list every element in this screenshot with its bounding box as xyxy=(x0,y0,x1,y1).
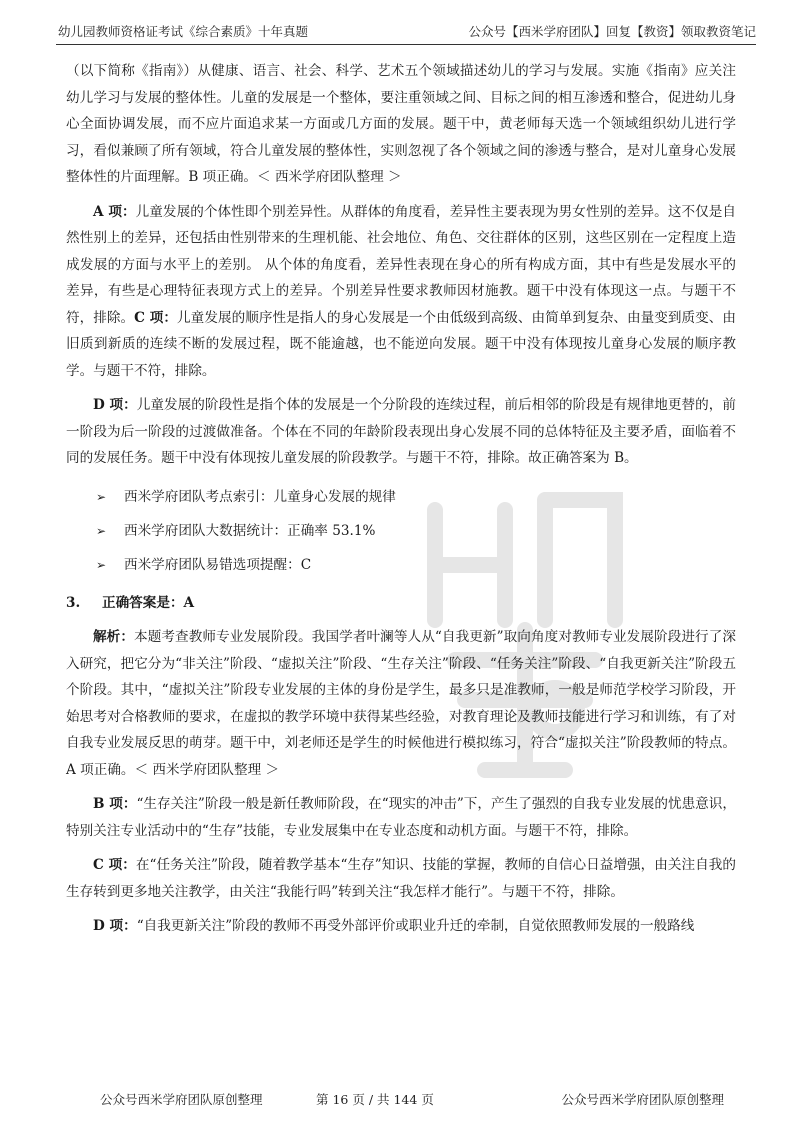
knowledge-point-index: 西米学府团队考点索引：儿童身心发展的规律 xyxy=(124,488,396,505)
option-a-text: 儿童发展的个体性即个别差异性。从群体的角度看，差异性主要表现为男女性别的差异。这不仅是自然性别上的差异，还包括由性别带来的生理机能、社会地位、角色、交往群体的区别，这些区别在一定程度上造成发展的方面与水平上的差别。 从个体的角度看，差异性表现在身心的所有构成方面，其中有些是发展水平的差异，有些是心理特征表现方式上的差异。个别差异性要求教师因材施教。题干中没有体现这一点。与题干不符，排除。 xyxy=(66,203,736,326)
arrow-bullet-icon: ➢ xyxy=(96,557,107,572)
option-a-label: A 项： xyxy=(93,203,136,220)
header-promo: 公众号【西米学府团队】回复【教资】领取教资笔记 xyxy=(468,24,756,39)
option-d2-text: “自我更新关注”阶段的教师不再受外部评价或职业升迁的牵制，自觉依照教师发展的一般路线 xyxy=(136,918,695,934)
option-c-label: C 项： xyxy=(134,309,178,326)
paragraph-guide-intro: （以下简称《指南》）从健康、语言、社会、科学、艺术五个领域描述幼儿的学习与发展。实施《指南》应关注幼儿学习与发展的整体性。儿童的发展是一个整体，要注重领域之间、目标之间的相互渗透和整合，促进幼儿身心全面协调发展，而不应片面追求某一方面或几方面的发展。题干中，黄老师每天选一个领域组织幼儿进行学习，看似兼顾了所有领域，符合儿童发展的整体性，实则忽视了各个领域之间的渗透与整合，是对儿童身心发展整体性的片面理解。B 项正确。＜ 西米学府团队整理 ＞ xyxy=(66,63,736,185)
list-item xyxy=(66,548,736,582)
list-item xyxy=(66,514,736,548)
analysis-label: 解析： xyxy=(93,629,135,645)
option-b-label: B 项： xyxy=(93,796,137,812)
analysis-text: 本题考查教师专业发展阶段。我国学者叶澜等人从“自我更新”取向角度对教师专业发展阶段进行了深入研究，把它分为“非关注”阶段、“虚拟关注”阶段、“生存关注”阶段、“任务关注”阶段、“自我更新关注”阶段五个阶段。其中，“虚拟关注”阶段专业发展的主体的身份是学生，最多只是准教师，一般是师范学校学习阶段，开始思考对合格教师的要求，在虚拟的教学环境中获得某些经验，对教育理论及教师技能进行学习和训练，有了对自我专业发展反思的萌芽。题干中，刘老师还是学生的时候他进行模拟练习，符合“虚拟关注”阶段教师的特点。A 项正确。＜ 西米学府团队整理 ＞ xyxy=(66,629,736,778)
question-3-analysis xyxy=(66,624,736,783)
key-points-list xyxy=(66,480,736,582)
page-number: 第 16 页 / 共 144 页 xyxy=(316,1092,434,1107)
accuracy-statistic: 西米学府团队大数据统计：正确率 53.1% xyxy=(124,522,376,539)
footer-right: 公众号西米学府团队原创整理 xyxy=(561,1092,724,1107)
common-mistake-reminder: 西米学府团队易错选项提醒：C xyxy=(124,556,312,573)
option-c2-analysis xyxy=(66,852,736,905)
option-c2-label: C 项： xyxy=(93,857,136,873)
arrow-bullet-icon: ➢ xyxy=(96,523,107,538)
question-number: 3. xyxy=(66,594,81,611)
footer-left: 公众号西米学府团队原创整理 xyxy=(100,1092,263,1107)
header-title: 幼儿园教师资格证考试《综合素质》十年真题 xyxy=(58,24,309,39)
option-a-analysis xyxy=(66,199,736,385)
option-c-text: 儿童发展的顺序性是指人的身心发展是一个由低级到高级、由简单到复杂、由量变到质变、由旧质到新质的连续不断的发展过程，既不能逾越，也不能逆向发展。题干中没有体现按儿童身心发展的顺序教学。与题干不符，排除。 xyxy=(66,309,737,379)
list-item xyxy=(66,480,736,514)
option-c2-text: 在“任务关注”阶段，随着教学基本“生存”知识、技能的掌握，教师的自信心日益增强，由关注自我的生存转到更多地关注教学，由关注“我能行吗”转到关注“我怎样才能行”。与题干不符，排除。 xyxy=(66,857,736,900)
page-footer xyxy=(100,1090,724,1110)
option-d-label: D 项： xyxy=(93,397,137,413)
question-3-answer xyxy=(66,590,736,617)
option-b-analysis xyxy=(66,791,736,844)
option-d2-analysis xyxy=(66,913,736,940)
header-divider xyxy=(56,44,756,45)
page-header xyxy=(58,22,756,42)
option-b-text: “生存关注”阶段一般是新任教师阶段，在“现实的冲击”下，产生了强烈的自我专业发展的忧患意识，特别关注专业活动中的“生存”技能，专业发展集中在专业态度和动机方面。与题干不符，排除。 xyxy=(66,796,736,839)
page-body xyxy=(66,58,736,948)
arrow-bullet-icon: ➢ xyxy=(96,489,107,504)
option-d-analysis xyxy=(66,392,736,472)
option-d2-label: D 项： xyxy=(93,918,137,934)
correct-answer: 正确答案是：A xyxy=(102,594,195,611)
option-d-text: 儿童发展的阶段性是指个体的发展是一个分阶段的连续过程，前后相邻的阶段是有规律地更替的，前一阶段为后一阶段的过渡做准备。个体在不同的年龄阶段表现出身心发展不同的总体特征及主要矛盾，面临着不同的发展任务。题干中没有体现按儿童发展的阶段教学。与题干不符，排除。故正确答案为 B。 xyxy=(66,397,736,466)
